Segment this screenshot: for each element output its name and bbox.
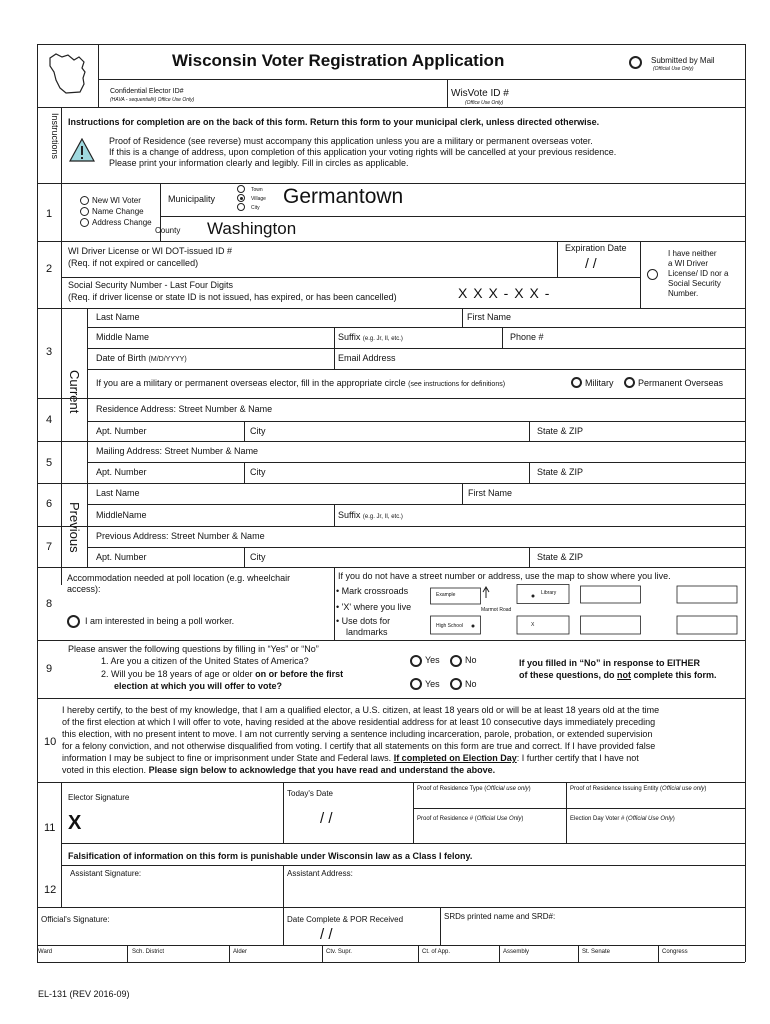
prev-suffix-example: (e.g. Jr, II, etc.) bbox=[362, 514, 403, 520]
map-high-school-label: High School bbox=[436, 623, 463, 629]
line-after-section7 bbox=[37, 567, 745, 568]
town-circle[interactable] bbox=[237, 185, 245, 193]
instructions-line-1: Proof of Residence (see reverse) must accompany this application unless you are a military or permanent overseas voter. bbox=[109, 136, 593, 146]
por-num-text: Proof of Residence # ( bbox=[417, 816, 477, 822]
row-number-12: 12 bbox=[44, 884, 57, 896]
poll-worker-circle[interactable] bbox=[67, 615, 80, 628]
no-id-line-4: Social Security bbox=[668, 279, 721, 288]
prev-suffix-divider bbox=[334, 504, 335, 526]
apt-city-divider bbox=[244, 421, 245, 441]
por-entity-italic: Official use only bbox=[662, 786, 705, 792]
mailing-state-zip-label: State & ZIP bbox=[537, 467, 584, 477]
por-type-text: Proof of Residence Type ( bbox=[417, 786, 487, 792]
bullet-mark-crossroads: • Mark crossroads bbox=[336, 586, 409, 596]
line-after-section2 bbox=[37, 308, 745, 309]
date-complete-slashes[interactable]: / / bbox=[320, 926, 333, 943]
suffix-text: Suffix bbox=[338, 332, 361, 342]
user-map-grid[interactable] bbox=[580, 582, 738, 636]
age-no-circle[interactable] bbox=[450, 678, 462, 690]
mailing-apt-city-divider bbox=[244, 462, 245, 483]
no-id-line-5: Number. bbox=[668, 289, 699, 298]
falsification-line bbox=[61, 843, 745, 844]
row-number-5: 5 bbox=[46, 457, 53, 469]
military-question-text: If you are a military or permanent overseas elector, fill in the appropriate circle bbox=[96, 378, 406, 388]
line-after-section10 bbox=[37, 782, 745, 783]
mailing-address-label: Mailing Address: Street Number & Name bbox=[96, 446, 259, 456]
age-question-part-3: election at which you will offer to vote? bbox=[114, 681, 283, 691]
submitted-by-mail-label: Submitted by Mail bbox=[651, 56, 715, 65]
assembly-divider bbox=[578, 945, 579, 962]
certification-line-4: for a felony conviction, and not otherwise disqualified from voting. I certify that all statements on this form are true and correct. If I have provided false bbox=[62, 741, 656, 751]
line-after-section5 bbox=[37, 483, 745, 484]
row-number-8: 8 bbox=[46, 598, 53, 610]
certification-line-2: of the first election at which I will offer to vote, having resided at the above residential address for at least 10 consecutive days immediately preceding bbox=[62, 717, 656, 727]
previous-side-label: Previous bbox=[67, 502, 82, 553]
srd-label: SRDs printed name and SRD#: bbox=[444, 912, 556, 921]
map-x-label: X bbox=[531, 622, 535, 628]
age-question-part-2: on or before the first bbox=[255, 669, 344, 679]
por-entity-divider bbox=[566, 782, 567, 843]
current-state-zip-label: State & ZIP bbox=[537, 426, 584, 436]
official-use-only-note: (Official Use Only) bbox=[653, 66, 694, 72]
city-label: City bbox=[251, 205, 260, 211]
instructions-line-3: Please print your information clearly and legibly. Fill in circles as applicable. bbox=[109, 158, 409, 168]
prev-apt-city-divider bbox=[244, 547, 245, 567]
no-warning-line-2 bbox=[519, 670, 717, 680]
congress-label: Congress bbox=[662, 949, 688, 955]
alder-divider bbox=[322, 945, 323, 962]
ward-divider bbox=[127, 945, 128, 962]
poll-worker-label: I am interested in being a poll worker. bbox=[85, 616, 235, 626]
ssn-label: Social Security Number - Last Four Digits bbox=[68, 280, 234, 290]
municipality-value[interactable]: Germantown bbox=[283, 185, 404, 208]
section11-num-line bbox=[61, 782, 62, 907]
date-divider bbox=[283, 782, 284, 843]
official-signature-label: Official's Signature: bbox=[41, 915, 110, 924]
line-after-section1 bbox=[37, 241, 745, 242]
line-after-header bbox=[37, 107, 745, 108]
previous-last-name-label: Last Name bbox=[96, 488, 140, 498]
map-instructions: If you do not have a street number or address, use the map to show where you live. bbox=[338, 571, 671, 581]
row-number-11: 11 bbox=[44, 822, 56, 834]
row-number-1: 1 bbox=[46, 208, 53, 220]
por-mid-line bbox=[413, 808, 745, 809]
line-3a bbox=[87, 327, 745, 328]
row-number-3: 3 bbox=[46, 346, 53, 358]
confidential-elector-id-note: (HAVA - sequential#) Office Use Only) bbox=[110, 97, 195, 103]
citizenship-intro: Please answer the following questions by filling in “Yes” or “No” bbox=[68, 644, 319, 654]
line-6a bbox=[87, 504, 745, 505]
phone-label: Phone # bbox=[510, 332, 544, 342]
no-id-line-1: I have neither bbox=[668, 249, 717, 258]
military-label: Military bbox=[585, 378, 614, 388]
row-number-2: 2 bbox=[46, 263, 53, 275]
email-label: Email Address bbox=[338, 353, 396, 363]
wisvote-office-note: (Office Use Only) bbox=[465, 100, 504, 106]
county-label: County bbox=[155, 226, 181, 235]
previous-city-label: City bbox=[250, 552, 266, 562]
warn-part-1: of these questions, do bbox=[519, 670, 615, 680]
ssn-mask[interactable]: X X X - X X - bbox=[458, 285, 551, 301]
form-right-border bbox=[745, 44, 746, 962]
header-line bbox=[98, 79, 745, 80]
prev-first-divider bbox=[462, 483, 463, 504]
por-number-label bbox=[417, 816, 523, 822]
map-library-label: Library bbox=[541, 590, 557, 596]
line-5a bbox=[87, 462, 745, 463]
address-change-label: Address Change bbox=[92, 218, 152, 227]
no-warning-line-1: If you filled in “No” in response to EITHER bbox=[519, 658, 701, 668]
todays-date-slashes[interactable]: / / bbox=[320, 810, 333, 827]
first-name-divider bbox=[462, 308, 463, 327]
eday-end: ) bbox=[672, 816, 675, 822]
dob-format: (M/D/YYYY) bbox=[148, 356, 187, 363]
cert-6b: Please sign below to acknowledge that you have read and understand the above. bbox=[148, 765, 496, 775]
map-divider bbox=[334, 567, 335, 640]
citizen-yes-label: Yes bbox=[425, 655, 440, 665]
certification-line-3: this election, with no present intent to move. I am not currently serving a sentence including incarceration, parole, probation, or extended supervision bbox=[62, 729, 653, 739]
map-marmot-road-label: Marmot Road bbox=[481, 607, 512, 613]
row-number-7: 7 bbox=[46, 541, 53, 553]
suffix-example: (e.g. Jr, II, etc.) bbox=[362, 336, 403, 342]
line-after-section11 bbox=[61, 865, 745, 866]
instructions-heading: Instructions for completion are on the back of this form. Return this form to your municipal clerk, unless directed otherwise. bbox=[68, 117, 600, 127]
age-no-label: No bbox=[465, 679, 477, 689]
srd-divider bbox=[440, 907, 441, 945]
driver-license-note: (Req. if not expired or cancelled) bbox=[68, 258, 199, 268]
instructions-side-label: Instructions bbox=[50, 113, 60, 160]
warning-icon bbox=[69, 138, 95, 162]
line-after-section8 bbox=[37, 640, 745, 641]
county-supervisor-label: Ctv. Supr. bbox=[326, 949, 352, 955]
por-type-end: ) bbox=[528, 786, 531, 792]
citizen-yes-circle[interactable] bbox=[410, 655, 422, 667]
current-middle-name-label: Middle Name bbox=[96, 332, 150, 342]
cert-6a: voted in this election. bbox=[62, 765, 147, 775]
row-number-9: 9 bbox=[46, 663, 53, 675]
expiration-date-label: Expiration Date bbox=[565, 243, 627, 253]
form-id: EL-131 (REV 2016-09) bbox=[38, 989, 130, 999]
eday-text: Election Day Voter # ( bbox=[570, 816, 629, 822]
date-complete-label: Date Complete & POR Received bbox=[287, 915, 404, 924]
sch-divider bbox=[229, 945, 230, 962]
por-num-end: ) bbox=[521, 816, 524, 822]
phone-divider bbox=[502, 327, 503, 348]
line-4a bbox=[87, 421, 745, 422]
current-side-label: Current bbox=[67, 370, 82, 414]
accommodation-label-2: access): bbox=[67, 584, 101, 594]
previous-middle-name-label: MiddleName bbox=[96, 510, 147, 520]
bullet-1-text: Mark crossroads bbox=[341, 586, 409, 596]
wisvote-id-label: WisVote ID # bbox=[451, 88, 509, 99]
certification-line-1: I hereby certify, to the best of my knowledge, that I am a qualified elector, a U.S. citizen, at least 18 years old or will be at least 18 years old at the time bbox=[62, 705, 660, 715]
residence-address-label: Residence Address: Street Number & Name bbox=[96, 404, 273, 414]
por-type-divider bbox=[413, 782, 414, 843]
por-entity-text: Proof of Residence Issuing Entity ( bbox=[570, 786, 663, 792]
village-label: Village bbox=[251, 196, 266, 202]
military-question bbox=[96, 378, 505, 388]
header-divider bbox=[98, 44, 99, 107]
bullet-2-text: 'X' where you live bbox=[341, 602, 412, 612]
court-of-appeals-label: Ct. of App. bbox=[422, 949, 451, 955]
certification-line-5 bbox=[62, 753, 639, 763]
citizen-no-circle[interactable] bbox=[450, 655, 462, 667]
falsification-warning: Falsification of information on this form is punishable under Wisconsin law as a Class I felony. bbox=[68, 851, 473, 861]
assistant-signature-label: Assistant Signature: bbox=[70, 869, 142, 878]
por-type-label bbox=[417, 786, 531, 792]
ctapp-divider bbox=[499, 945, 500, 962]
mailing-city-label: City bbox=[250, 467, 266, 477]
no-id-circle[interactable] bbox=[647, 269, 658, 280]
current-apt-label: Apt. Number bbox=[96, 426, 147, 436]
elector-signature-label: Elector Signature bbox=[68, 793, 130, 802]
dob-text: Date of Birth bbox=[96, 353, 147, 363]
ward-label: Ward bbox=[38, 949, 53, 955]
line-7a bbox=[87, 547, 745, 548]
ctv-divider bbox=[418, 945, 419, 962]
prev-city-state-divider bbox=[529, 547, 530, 567]
mailing-apt-label: Apt. Number bbox=[96, 467, 147, 477]
current-suffix-label bbox=[338, 332, 403, 342]
previous-address-label: Previous Address: Street Number & Name bbox=[96, 531, 265, 541]
signature-x[interactable]: X bbox=[68, 812, 82, 834]
certification-line-6 bbox=[62, 765, 495, 775]
city-circle[interactable] bbox=[237, 203, 245, 211]
municipality-label: Municipality bbox=[168, 194, 216, 204]
assistant-divider bbox=[283, 865, 284, 907]
ssn-line bbox=[61, 277, 640, 278]
cert-5b: If completed on Election Day bbox=[393, 753, 517, 763]
cert-5a: information I may be subject to fine or imprisonment under State and Federal laws. bbox=[62, 753, 392, 763]
confidential-elector-id-label: Confidential Elector ID# bbox=[110, 88, 184, 95]
line-after-section12 bbox=[37, 907, 745, 908]
row-number-4: 4 bbox=[46, 414, 53, 426]
warn-not: not bbox=[617, 670, 632, 680]
neither-divider bbox=[640, 241, 641, 308]
permanent-overseas-label: Permanent Overseas bbox=[638, 378, 724, 388]
form-top-border bbox=[37, 44, 745, 45]
previous-state-zip-label: State & ZIP bbox=[537, 552, 584, 562]
wisvote-divider bbox=[447, 79, 448, 107]
name-change-label: Name Change bbox=[92, 207, 144, 216]
driver-license-label: WI Driver License or WI DOT-issued ID # bbox=[68, 246, 233, 256]
todays-date-label: Today's Date bbox=[287, 789, 333, 798]
line-3b bbox=[87, 348, 745, 349]
expiration-divider bbox=[557, 241, 558, 277]
county-line bbox=[160, 216, 745, 217]
military-circle[interactable] bbox=[571, 377, 582, 388]
accommodation-label-1: Accommodation needed at poll location (e.g. wheelchair bbox=[67, 573, 291, 583]
line-after-instructions bbox=[37, 183, 745, 184]
form-title: Wisconsin Voter Registration Application bbox=[172, 51, 505, 70]
current-inner-line bbox=[87, 308, 88, 567]
previous-suffix-label bbox=[338, 510, 403, 520]
previous-first-name-label: First Name bbox=[468, 488, 513, 498]
expiration-date-slashes[interactable]: / / bbox=[585, 255, 597, 271]
citizen-no-label: No bbox=[465, 655, 477, 665]
submitted-by-mail-circle[interactable] bbox=[629, 56, 642, 69]
military-question-note: (see instructions for definitions) bbox=[408, 381, 506, 388]
bullet-x-where-live: • 'X' where you live bbox=[336, 602, 412, 612]
line-after-section4 bbox=[37, 441, 745, 442]
row-number-10: 10 bbox=[44, 736, 57, 748]
town-label: Town bbox=[251, 187, 263, 193]
form-bottom-border bbox=[37, 962, 745, 963]
age-yes-label: Yes bbox=[425, 679, 440, 689]
previous-apt-label: Apt. Number bbox=[96, 552, 147, 562]
date-of-birth-label bbox=[96, 353, 187, 363]
no-id-line-3: License/ ID nor a bbox=[668, 269, 729, 278]
alder-label: Alder bbox=[233, 949, 248, 955]
ssn-note: (Req. if driver license or state ID is not issued, has expired, or has been cancelled) bbox=[68, 292, 397, 302]
new-wi-voter-label: New WI Voter bbox=[92, 196, 141, 205]
por-type-italic: Official use only bbox=[486, 786, 529, 792]
village-circle[interactable] bbox=[237, 194, 245, 202]
number-column-line bbox=[61, 107, 62, 585]
mailing-city-state-divider bbox=[529, 462, 530, 483]
senate-divider bbox=[658, 945, 659, 962]
form-left-border bbox=[37, 44, 38, 962]
school-district-label: Sch. District bbox=[132, 949, 165, 955]
bullet-use-dots: • Use dots for bbox=[336, 616, 391, 626]
prev-suffix-text: Suffix bbox=[338, 510, 361, 520]
no-id-line-2: a WI Driver bbox=[668, 259, 708, 268]
overseas-circle[interactable] bbox=[624, 377, 635, 388]
warn-part-2: complete this form. bbox=[633, 670, 717, 680]
assistant-address-label: Assistant Address: bbox=[287, 869, 353, 878]
age-question-part-1: 2. Will you be 18 years of age or older bbox=[101, 669, 253, 679]
current-city-label: City bbox=[250, 426, 266, 436]
citizenship-question: 1. Are you a citizen of the United States of America? bbox=[101, 656, 309, 666]
cert-5c: : I further certify that I have not bbox=[516, 753, 639, 763]
line-after-section9 bbox=[37, 698, 745, 699]
new-wi-voter-circle[interactable] bbox=[80, 196, 89, 205]
official-date-divider bbox=[283, 907, 284, 945]
current-first-name-label: First Name bbox=[467, 312, 512, 322]
line-after-section3 bbox=[37, 398, 745, 399]
instructions-line-2: If this is a change of address, upon completion of this application your voting rights will be cancelled at your previous residence. bbox=[109, 147, 617, 157]
current-last-name-label: Last Name bbox=[96, 312, 140, 322]
city-state-divider bbox=[529, 421, 530, 441]
row-number-6: 6 bbox=[46, 498, 53, 510]
address-change-circle[interactable] bbox=[80, 218, 89, 227]
eday-italic: Official Use Only bbox=[628, 816, 673, 822]
bullet-3-text: Use dots for bbox=[341, 616, 391, 626]
line-3c bbox=[87, 369, 745, 370]
por-entity-label bbox=[570, 786, 706, 792]
por-num-italic: Official Use Only bbox=[476, 816, 522, 822]
election-day-voter-label bbox=[570, 816, 675, 822]
state-senate-label: St. Senate bbox=[582, 949, 611, 955]
wisconsin-map-icon bbox=[44, 48, 92, 98]
bullet-landmarks: landmarks bbox=[346, 627, 388, 637]
age-question bbox=[101, 669, 343, 679]
line-after-section6 bbox=[37, 526, 745, 527]
map-example-label: Example bbox=[436, 592, 456, 598]
county-value[interactable]: Washington bbox=[207, 219, 297, 238]
line-before-footer-row bbox=[37, 945, 745, 946]
age-yes-circle[interactable] bbox=[410, 678, 422, 690]
name-change-circle[interactable] bbox=[80, 207, 89, 216]
por-entity-end: ) bbox=[704, 786, 707, 792]
assembly-label: Assembly bbox=[503, 949, 530, 955]
